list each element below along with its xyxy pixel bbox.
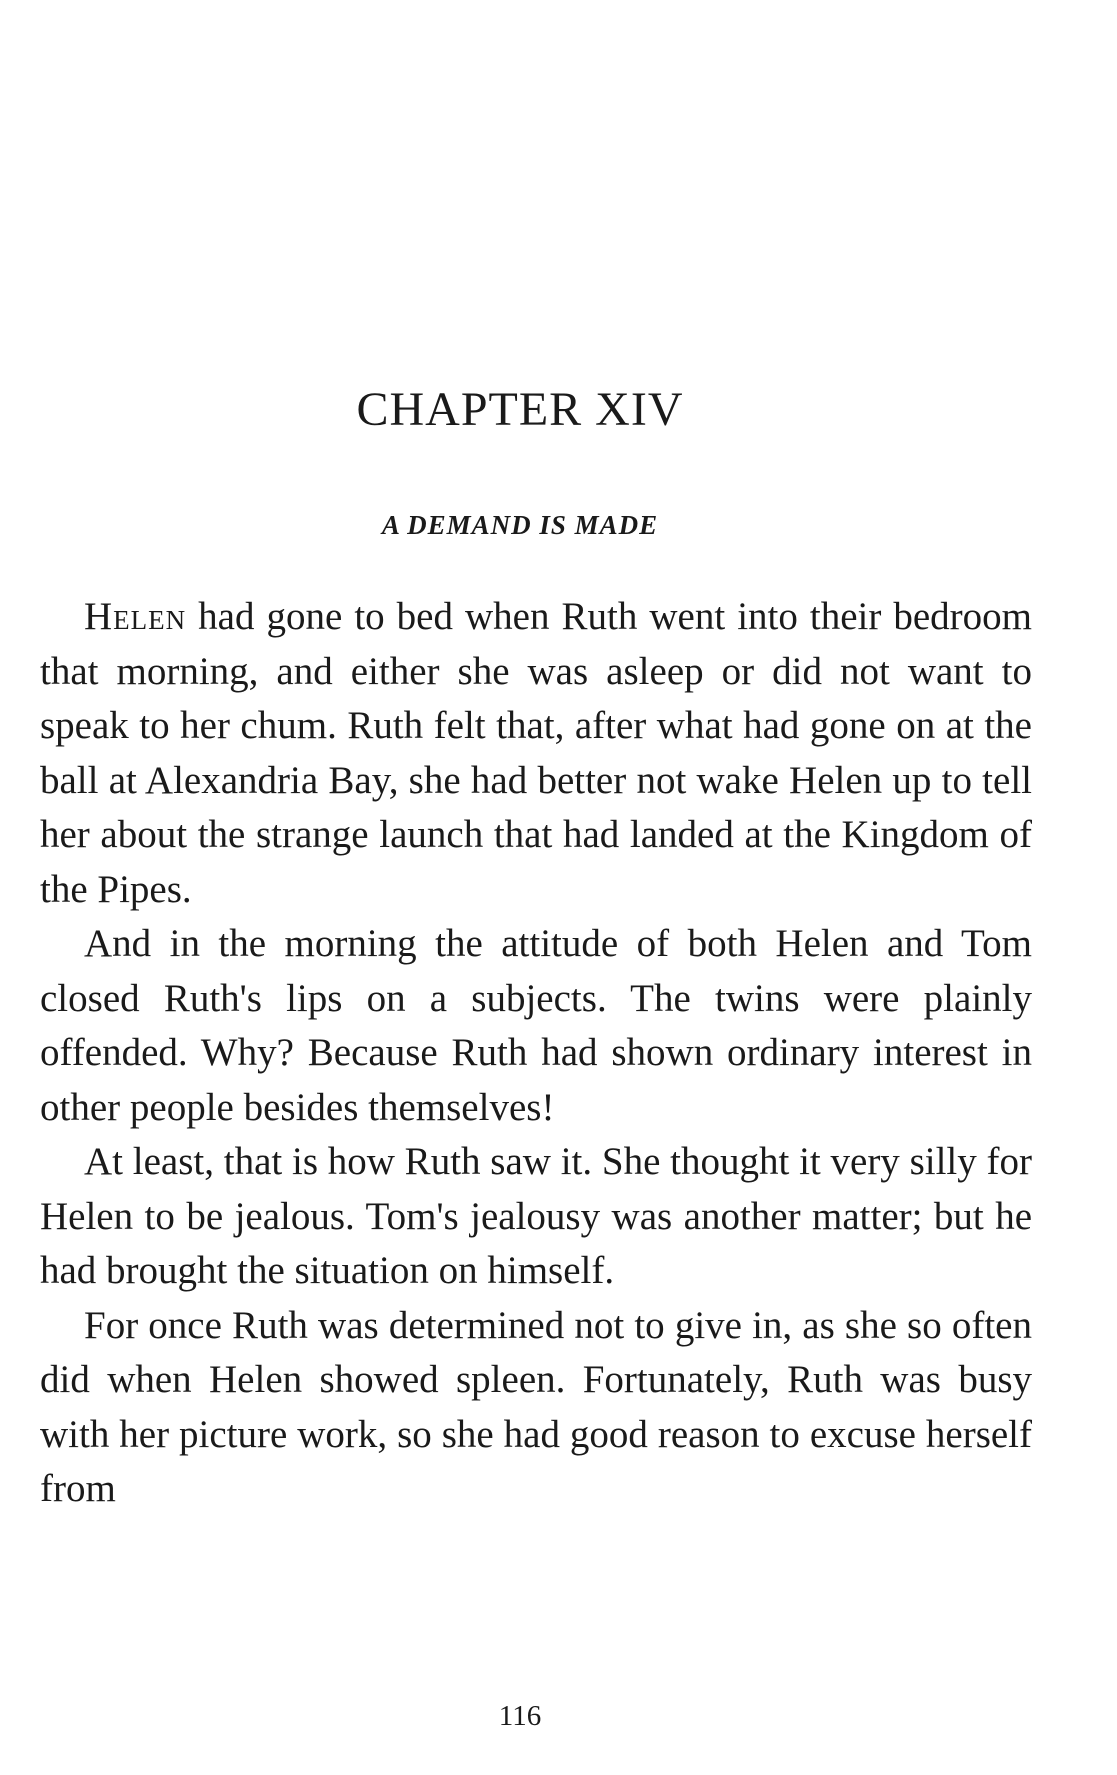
paragraph-text: At least, that is how Ruth saw it. She thought it very silly for Helen to be jealous. Tom's jealousy was another matter; but he had brought the situation on himself. (40, 1140, 1032, 1292)
paragraph-text: had gone to bed when Ruth went into their bedroom that morning, and either she was asleep or did not want to speak to her chum. Ruth felt that, after what had gone on at the ball at Alexandria Bay, she had better not wake Helen up to tell her about the strange launch that had landed at the Kingdom of the Pipes. (40, 595, 1032, 911)
paragraph-text: For once Ruth was determined not to give in, as she so often did when Helen showed spleen. Fortunately, Ruth was busy with her picture work, so she had good reason to excuse herself from (40, 1303, 1032, 1510)
chapter-subtitle: A DEMAND IS MADE (381, 510, 659, 540)
paragraph-text: And in the morning the attitude of both Helen and Tom closed Ruth's lips on a subjects. The twins were plainly offended. Why? Because Ruth had shown ordinary interest in other people besides themselves! (40, 922, 1032, 1129)
page-number: 116 (498, 1700, 542, 1732)
paragraph (40, 917, 1032, 1135)
chapter-body (40, 590, 1032, 1517)
chapter-title: CHAPTER XIV (356, 383, 684, 436)
paragraph (40, 1299, 1032, 1517)
paragraph (40, 1135, 1032, 1299)
paragraph-lead-word: Helen (84, 595, 187, 638)
paragraph (40, 590, 1032, 917)
